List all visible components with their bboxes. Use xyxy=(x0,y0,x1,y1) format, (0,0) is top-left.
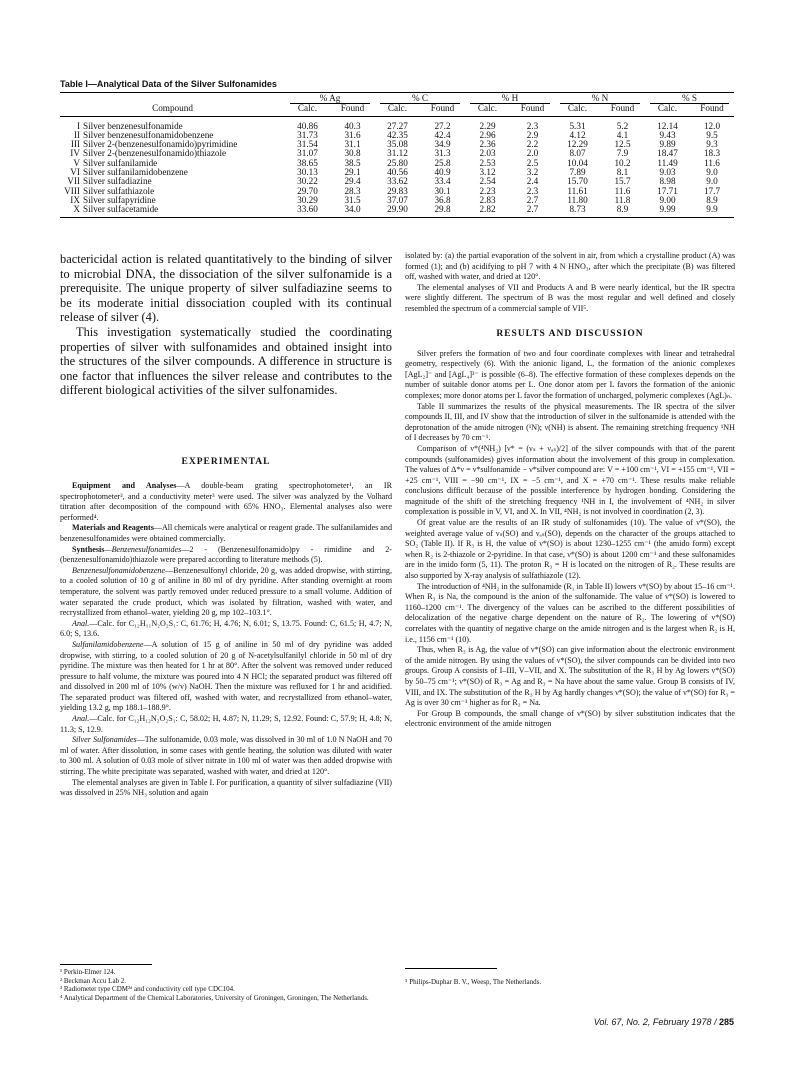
materials-text: —All chemicals were analytical or reagent grade. The sulfanilamides and benzenesulfonamides were obtained commercially. xyxy=(60,523,392,543)
compound-name: Silver 2-(benzenesulfonamido)thiazole xyxy=(83,148,227,159)
calc-value-cell: 40.56 xyxy=(387,167,408,178)
calc-value-cell: 12.14 xyxy=(657,120,678,131)
benz-italic: Benzenesulfonamidobenzene xyxy=(72,565,166,575)
right-paragraph-8: Thus, when R₃ is Ag, the value of ν*(SO) can give information about the electronic environment of the amide nitrogen. By using the values of ν*(SO), the silver compounds can be divided into two groups. Group A consists of I–III, V–VII, and X. The substitution of the R₃ H by Ag lowers ν*(SO) by 50–75 cm⁻¹; ν*(SO) of R₃ = Ag and R₃ = Na have about the same value. Group B consists of IV, VIII, and IX. The substitution of the R₃ H by Ag hardly changes ν*(SO); the value of ν*(SO) for R₃ = Ag is over 30 cm⁻¹ higher as for R₃ = Na. xyxy=(405,645,735,708)
calc-value-cell: 37.07 xyxy=(387,194,408,205)
calc-value-cell: 38.65 xyxy=(297,157,318,168)
compound-cell xyxy=(60,205,285,217)
silver-text: —The sulfonamide, 0.03 mole, was dissolved in 30 ml of 1.0 N NaOH and 70 ml of water. After dissolution, in some cases with gentle heating, the solution was diluted with water to 300 ml. A solution of 0.03 mole of silver nitrate in 100 ml of water was then added dropwise with stirring. The white precipitate was separated, washed with water, and dried at 120°. xyxy=(60,735,392,777)
materials-paragraph xyxy=(60,523,392,544)
compound-name: Silver sulfacetamide xyxy=(83,204,159,215)
calc-value-cell: 2.83 xyxy=(479,194,496,205)
right-paragraph-7: The introduction of ⁴NH₂ in the sulfonamide (R₁ in Table II) lowers ν*(SO) by about 15–16 cm⁻¹. When R₃ is Na, the compound is the anion of the sulfonamide. The value of ν*(SO) is lowered to 1160–1200 cm⁻¹. The divergency of the values can be ascribed to the different possibilities of delocalization of the negative charge dependent on the nature of R₂. The lowering of ν*(SO) correlates with the quantity of negative charge on the amide nitrogen and is the largest when R₂ is H, i.e., 1156 cm⁻¹ (10). xyxy=(405,581,735,644)
table-calc-header: Calc. xyxy=(465,104,510,116)
page-number: 285 xyxy=(718,1017,734,1027)
found-value-cell: 2.0 xyxy=(526,148,539,159)
calc-value-cell: 42.35 xyxy=(387,129,408,140)
found-value-cell: 4.1 xyxy=(616,129,629,140)
analysis-2-paragraph xyxy=(60,714,392,735)
calc-value-cell: 5.31 xyxy=(569,120,586,131)
synthesis-paragraph xyxy=(60,545,392,566)
footnotes-left xyxy=(60,968,392,1002)
footnote-rule-right xyxy=(405,968,497,969)
found-value-cell: 31.5 xyxy=(344,194,361,205)
calc-value-cell: 11.61 xyxy=(567,185,588,196)
table-found-header: Found xyxy=(690,104,734,116)
calc-value-cell: 29.90 xyxy=(375,205,420,217)
footnote-rule-left xyxy=(60,964,152,965)
calc-value-cell: 10.04 xyxy=(567,157,588,168)
compound-number: VII xyxy=(67,176,80,187)
synthesis-italic: —Benzenesulfonamides xyxy=(104,544,182,554)
right-paragraph-4: Table II summarizes the results of the physical measurements. The IR spectra of the silver compounds II, III, and IV show that the introduction of silver in the sulfonamide is attended with the deprotonation of the amide nitrogen (¹N); ν(NH) is absent. The remaining stretching frequency ¹NH of I decreases by 70 cm⁻¹. xyxy=(405,401,735,443)
intro-paragraph-1: bactericidal action is related quantitatively to the binding of silver to microbial DNA, the dissociation of the silver sulfonamide is a prerequisite. The unique property of silver sulfadiazine seems to be its moderate initial dissociation coupled with its continual release of silver (4). xyxy=(60,252,392,325)
found-value-cell: 28.3 xyxy=(344,185,361,196)
found-value-cell: 17.7 xyxy=(703,185,721,196)
found-value-cell: 40.9 xyxy=(434,167,451,178)
calc-value-cell: 8.98 xyxy=(659,176,676,187)
sulf-text: —A solution of 15 g of aniline in 50 ml of dry pyridine was added dropwise, with stirring, to a cooled solution of 20 g of N-acetylsulfanilyl chloride in 50 ml of dry pyridine. The mixture was then heated for 1 hr at 80°. After the solvent was removed under reduced pressure to half volume, the mixture was poured into 4 N HCl; the separated product was filtered off and dissolved in 200 ml of 10% (w/v) NaOH. Then the mixture was refluxed for 1 hr and acidified. The separated product was filtered off, washed with water, and recrystallized from ethanol–water, yielding 13.2 g, mp 188.1–188.9°. xyxy=(60,639,392,713)
compound-number: X xyxy=(73,204,80,215)
found-value-cell: 34.9 xyxy=(434,139,451,150)
calc-value-cell: 8.07 xyxy=(569,148,586,159)
found-value-cell: 11.6 xyxy=(614,185,631,196)
calc-value-cell: 25.80 xyxy=(387,157,408,168)
silver-sulfonamides-paragraph xyxy=(60,735,392,777)
footnote-1: ¹ Perkin-Elmer 124. xyxy=(60,968,116,976)
silver-italic: Silver Sulfonamides xyxy=(72,735,137,745)
found-value-cell: 3.2 xyxy=(526,167,539,178)
left-experimental xyxy=(60,457,392,799)
calc-value-cell: 2.23 xyxy=(479,185,496,196)
found-value-cell: 38.5 xyxy=(344,157,361,168)
found-value-cell: 9.3 xyxy=(706,139,718,150)
calc-value-cell: 30.22 xyxy=(297,176,318,187)
analytical-data-table xyxy=(60,92,734,218)
calc-value-cell: 17.71 xyxy=(657,185,678,196)
found-value-cell: 11.8 xyxy=(614,194,631,205)
right-paragraph-9: For Group B compounds, the small change of ν*(SO) by silver substitution indicates that the electronic environment of the amide nitrogen xyxy=(405,708,735,729)
equipment-paragraph xyxy=(60,481,392,523)
right-paragraph-3: Silver prefers the formation of two and four coordinate complexes with linear and tetrahedral geometry, respectively (6). With the anionic ligand, L, the formation of the anionic complexes [AgL₂]⁻ and [AgL₄]³⁻ is possible (6–8). The effective formation of these complexes depends on the number of suitable donor atoms per L. One donor atom per L favors the formation of the anionic complexes; more donor atoms per L favor the formation of uncharged, polymeric complexes (AgL)ₙ. xyxy=(405,348,735,400)
benz-text: —Benzenesulfonyl chloride, 20 g, was added dropwise, with stirring, to a cooled solution of 10 g of aniline in 80 ml of dry pyridine. After standing overnight at room temperature, the solvent was partly removed under reduced pressure to a small volume. Addition of water separated the crude product, which was isolated by filtration, washed with water, and recrystallized from ethanol–water, yielding 20 g, mp 102–103.1°. xyxy=(60,565,392,618)
found-value-cell: 9.0 xyxy=(706,176,718,187)
table-found-header: Found xyxy=(510,104,555,116)
equipment-text: —A double-beam grating spectrophotometer¹, an IR spectrophotometer², and a conductivity meter³ were used. The silver was analyzed by the Volhard titration after decomposition of the compound with 65% HNO₃. Elemental analyses also were performed⁴. xyxy=(60,481,392,522)
right-paragraph-5: Comparison of ν*(⁴NH₂) [ν* = (νₛ + νₐₛ)/2] of the silver compounds with that of the parent compounds (sulfonamides) gives information about the involvement of this group in complexation. The values of Δ*ν = ν*sulfonamide − ν*silver compound are: V = +100 cm⁻¹, VI = +155 cm⁻¹, VII = +25 cm⁻¹, VIII = −90 cm⁻¹, IX = −5 cm⁻¹, and X = +70 cm⁻¹. These results make reliable conclusions difficult because of the possible interference by hydrogen bonding. Considering the magnitude of the shift of the stretching frequency ¹NH in I, the involvement of ⁴NH₂ in silver complexation is possible in V, VI, and X. In VII, ⁴NH₂ is not involved in coordination (2, 3). xyxy=(405,443,735,517)
table-title: Table I—Analytical Data of the Silver Sulfonamides xyxy=(60,79,277,89)
found-value-cell: 2.3 xyxy=(526,120,539,131)
found-value-cell: 5.2 xyxy=(616,120,629,131)
compound-cell xyxy=(60,116,285,131)
right-paragraph-6: Of great value are the results of an IR study of sulfonamides (10). The value of ν*(SO), the weighted average value of νₛ(SO) and νₐₛ(SO), depends on the character of the groups attached to SO₂ (Table II). If R₃ is H, the value of ν*(SO) is about 1230–1255 cm⁻¹ (the amido form) except when R₂ is 2-thiazole or 2-pyridine. In that case, ν*(SO) is about 1200 cm⁻¹ and these sulfonamides are in the imido form (5, 11). The proton R₃ = H is located on the nitrogen of R₂. These results are also supported by X-ray analysis of sulfathiazole (12). xyxy=(405,518,735,581)
found-value-cell: 2.7 xyxy=(526,194,539,205)
found-value-cell: 2.5 xyxy=(526,157,539,168)
found-value-cell: 2.9 xyxy=(526,129,539,140)
calc-value-cell: 9.89 xyxy=(659,139,676,150)
materials-leadin: Materials and Reagents xyxy=(72,523,154,533)
table-group-h: % H xyxy=(470,94,549,104)
table-row xyxy=(60,205,734,217)
calc-value-cell: 7.89 xyxy=(569,167,586,178)
compound-name: Silver benzenesulfonamidobenzene xyxy=(83,129,214,140)
running-foot xyxy=(594,1017,734,1027)
found-value-cell: 11.6 xyxy=(704,157,720,168)
calc-value-cell: 2.29 xyxy=(479,120,496,131)
calc-value-cell: 9.00 xyxy=(659,194,676,205)
found-value-cell: 30.8 xyxy=(344,148,361,159)
found-value-cell: 36.8 xyxy=(434,194,451,205)
equipment-leadin: Equipment and Analyses xyxy=(72,481,177,490)
footnote-3: ³ Radiometer type CDM²ᵈ and conductivity cell type CDC104. xyxy=(60,985,235,994)
calc-value-cell: 31.07 xyxy=(297,148,318,159)
compound-number: IV xyxy=(70,148,80,159)
calc-value-cell: 30.29 xyxy=(297,194,318,205)
calc-value-cell: 4.12 xyxy=(569,129,586,140)
anal1-italic: Anal. xyxy=(72,618,90,628)
found-value-cell: 12.5 xyxy=(614,139,631,150)
synthesis-text: —2 - (Benzenesulfonamido)py - rimidine and 2-(benzenesulfonamido)thiazole were prepared according to literature methods (5). xyxy=(60,544,392,565)
found-value-cell: 8.9 xyxy=(706,194,718,205)
compound-name: Silver sulfathiazole xyxy=(83,185,155,196)
found-value-cell: 8.1 xyxy=(616,167,629,178)
table-group-s: % S xyxy=(650,94,728,104)
calc-value-cell: 29.83 xyxy=(387,185,408,196)
table-calc-header: Calc. xyxy=(555,104,600,116)
table-found-header: Found xyxy=(420,104,465,116)
compound-number: III xyxy=(70,139,80,150)
synthesis-leadin: Synthesis xyxy=(72,544,105,554)
experimental-heading: EXPERIMENTAL xyxy=(181,457,271,467)
calc-value-cell: 9.43 xyxy=(659,129,676,140)
table-found-header: Found xyxy=(600,104,645,116)
calc-value-cell: 31.12 xyxy=(387,148,408,159)
compound-name: Silver sulfadiazine xyxy=(83,176,152,187)
found-value-cell: 31.1 xyxy=(344,139,361,150)
table-body xyxy=(60,116,734,217)
calc-value-cell: 2.03 xyxy=(479,148,496,159)
found-value-cell: 12.0 xyxy=(703,120,721,131)
found-value-cell: 29.8 xyxy=(420,205,465,217)
compound-name: Silver 2-(benzenesulfonamido)pyrimidine xyxy=(83,139,238,150)
found-value-cell: 29.1 xyxy=(344,167,361,178)
calc-value-cell: 33.60 xyxy=(285,205,330,217)
found-value-cell: 34.0 xyxy=(330,205,375,217)
calc-value-cell: 9.99 xyxy=(645,205,690,217)
found-value-cell: 15.7 xyxy=(614,176,631,187)
anal2-text: —Calc. for C₁₂H₁₂N₂O₂S₁: C, 58.02; H, 4.87; N, 11.29; S, 12.92. Found: C, 57.9; H, 4.8; N, 11.3; S, 12.9. xyxy=(60,714,392,734)
table-group-ag: % Ag xyxy=(290,94,369,104)
right-column xyxy=(405,251,735,730)
table-calc-header: Calc. xyxy=(285,104,330,116)
compound-number: II xyxy=(73,129,80,140)
anal1-text: —Calc. for C₁₂H₁₁N₂O₂S₁: C, 61.76; H, 4.76; N, 6.01; S, 13.75. Found: C, 61.5; H, 4.7; N, 6.0; S, 13.6. xyxy=(60,618,392,639)
calc-value-cell: 2.36 xyxy=(479,139,496,150)
calc-value-cell: 2.54 xyxy=(479,176,496,187)
found-value-cell: 40.3 xyxy=(344,120,361,131)
calc-value-cell: 2.96 xyxy=(479,129,496,140)
calc-value-cell: 8.73 xyxy=(555,205,600,217)
calc-value-cell: 31.54 xyxy=(297,139,318,150)
analysis-1-paragraph xyxy=(60,619,392,640)
right-paragraph-1: isolated by: (a) the partial evaporation of the solvent in air, from which a crystalline product (A) was formed (1); and (b) acidifying to pH 7 with 4 N HNO₃, after which the precipitate (B) was filtered off, washed with water, and dried at 120°. xyxy=(405,251,735,282)
found-value-cell: 31.6 xyxy=(344,129,361,140)
sulfanilamidobenzene-paragraph xyxy=(60,640,392,714)
table-group-c: % C xyxy=(380,94,459,104)
calc-value-cell: 30.13 xyxy=(297,167,318,178)
calc-value-cell: 11.80 xyxy=(567,194,588,205)
found-value-cell: 42.4 xyxy=(434,129,451,140)
compound-name: Silver sulfanilamide xyxy=(83,157,158,168)
found-value-cell: 7.9 xyxy=(616,148,629,159)
found-value-cell: 2.2 xyxy=(526,139,539,150)
found-value-cell: 31.3 xyxy=(434,148,451,159)
calc-value-cell: 33.62 xyxy=(387,176,408,187)
compound-name: Silver sulfanilamidobenzene xyxy=(83,167,188,178)
calc-value-cell: 40.86 xyxy=(297,120,318,131)
calc-value-cell: 18.47 xyxy=(657,148,678,159)
found-value-cell: 9.9 xyxy=(690,205,734,217)
results-heading: RESULTS AND DISCUSSION xyxy=(496,328,644,339)
left-intro xyxy=(60,252,392,398)
compound-number: IX xyxy=(70,194,80,205)
footnote-4: ⁴ Analytical Department of the Chemical Laboratories, University of Groningen, Groningen, The Netherlands. xyxy=(60,993,369,1002)
found-value-cell: 9.0 xyxy=(706,167,718,178)
found-value-cell: 2.4 xyxy=(526,176,539,187)
found-value-cell: 29.4 xyxy=(344,176,361,187)
table-compound-header: Compound xyxy=(60,104,285,116)
calc-value-cell: 2.53 xyxy=(479,157,496,168)
table-calc-header: Calc. xyxy=(375,104,420,116)
sulf-italic: Sulfanilamidobenzene xyxy=(72,639,144,649)
table-found-header: Found xyxy=(330,104,375,116)
found-value-cell: 30.1 xyxy=(434,185,451,196)
found-value-cell: 9.5 xyxy=(706,129,718,140)
calc-value-cell: 3.12 xyxy=(479,167,496,178)
right-paragraph-2: The elemental analyses of VII and Products A and B were nearly identical, but the IR spectra were slightly different. The spectrum of B was the most regular and well defined and closely resembled the spectrum of a commercial sample of VII⁵. xyxy=(405,282,735,313)
calc-value-cell: 27.27 xyxy=(387,120,408,131)
calc-value-cell: 2.82 xyxy=(465,205,510,217)
anal2-italic: Anal. xyxy=(72,714,90,724)
calc-value-cell: 29.70 xyxy=(297,185,318,196)
found-value-cell: 18.3 xyxy=(703,148,721,159)
footnote-2: ² Beckman Accu Lab 2. xyxy=(60,976,127,985)
compound-name: Silver sulfapyridine xyxy=(83,194,156,205)
compound-number: I xyxy=(76,120,80,131)
table-group-n: % N xyxy=(560,94,639,104)
table-row xyxy=(60,116,734,131)
table-calc-header: Calc. xyxy=(645,104,690,116)
found-value-cell: 2.7 xyxy=(510,205,555,217)
calc-value-cell: 9.03 xyxy=(659,167,676,178)
calc-value-cell: 11.49 xyxy=(657,157,678,168)
compound-name: Silver benzenesulfonamide xyxy=(83,120,183,131)
calc-value-cell: 35.08 xyxy=(387,139,408,150)
found-value-cell: 2.3 xyxy=(526,185,539,196)
found-value-cell: 10.2 xyxy=(614,157,631,168)
intro-paragraph-2: This investigation systematically studied the coordinating properties of silver with sulfonamides and obtained insight into the structures of the silver compounds. A difference in structure is one factor that influences the silver release and contributes to the different biological activities of the silver sulfonamides. xyxy=(60,324,392,398)
compound-number: VI xyxy=(70,167,80,178)
calc-value-cell: 31.73 xyxy=(297,129,318,140)
calc-value-cell: 12.29 xyxy=(567,139,588,150)
found-value-cell: 8.9 xyxy=(600,205,645,217)
benzenesulfonamidobenzene-paragraph xyxy=(60,566,392,619)
footnote-5: ⁵ Philips-Duphar B. V., Weesp, The Netherlands. xyxy=(405,978,542,986)
calc-value-cell: 15.70 xyxy=(567,176,588,187)
elemental-paragraph: The elemental analyses are given in Table I. For purification, a quantity of silver sulfadiazine (VII) was dissolved in 25% NH₃ solution and again xyxy=(60,777,392,798)
found-value-cell: 27.2 xyxy=(434,120,451,131)
table-subheader-row xyxy=(60,104,734,116)
found-value-cell: 33.4 xyxy=(434,176,451,187)
compound-number: VIII xyxy=(64,185,80,196)
found-value-cell: 25.8 xyxy=(434,157,451,168)
compound-number: V xyxy=(73,157,80,168)
journal-issue: Vol. 67, No. 2, February 1978 / xyxy=(593,1017,719,1027)
